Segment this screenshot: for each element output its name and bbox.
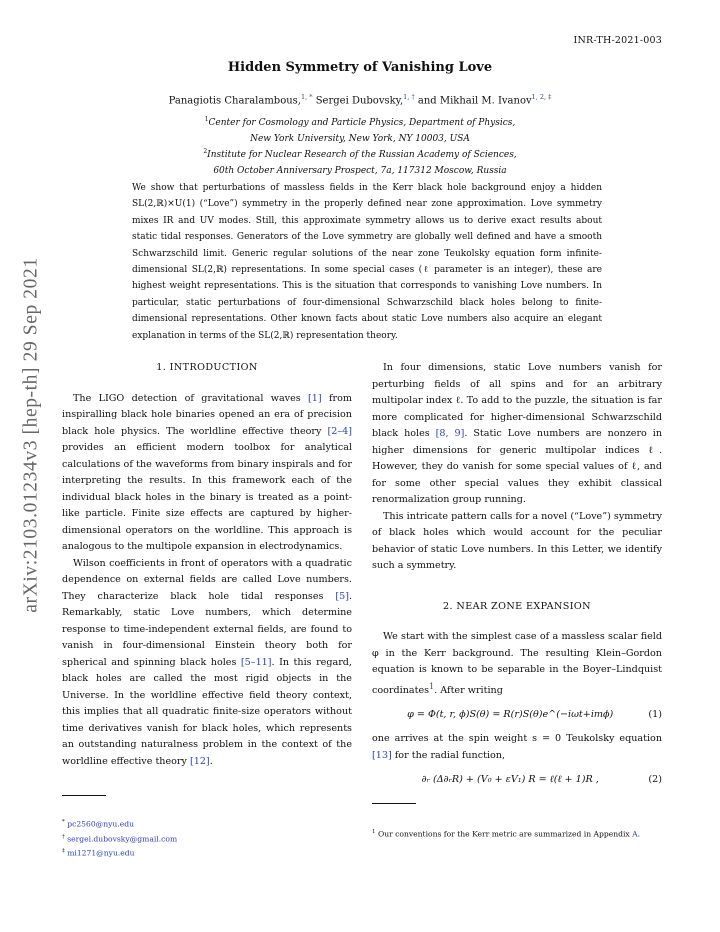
citation-link[interactable]: [5–11] <box>240 656 272 668</box>
citation-link[interactable]: [1] <box>308 392 322 404</box>
footnote-link[interactable]: 1 <box>429 681 435 691</box>
intro-paragraph-3 <box>372 360 662 509</box>
citation-link[interactable]: [13] <box>372 749 392 761</box>
footnote-text: Our conventions for the Kerr metric are summarized in Appendix <box>377 829 633 839</box>
footnote-mark: * <box>62 819 65 825</box>
affiliation-2 <box>0 144 720 179</box>
equation-2 <box>372 770 662 790</box>
text-run: The LIGO detection of gravitational waves <box>73 392 309 404</box>
intro-paragraph-1 <box>62 391 352 556</box>
abstract: We show that perturbations of massless fields in the Kerr black hole background enjoy a hidden SL(2,ℝ)×U(1) (“Love”) symmetry in the properly defined near zone approximation. Love symmetry mixes IR and UV modes. Still, this approximate symmetry allows us to derive exact results about static tidal responses. Generators of the Love symmetry are globally well defined and have a smooth Schwarzschild limit. Generic regular solutions of the near zone Teukolsky equation form infinite-dimensional SL(2,ℝ) representations. In some special cases (ℓ parameter is an integer), these are highest weight representations. This is the situation that corresponds to vanishing Love numbers. In particular, static perturbations of four-dimensional Schwarzschild black holes belong to finite-dimensional representations. Other known facts about static Love numbers also acquire an elegant explanation in terms of the SL(2,ℝ) representation theory. <box>132 183 602 341</box>
affiliation-mark: 2 <box>203 148 208 155</box>
author-name: Sergei Dubovsky, <box>315 95 404 107</box>
citation-link[interactable]: [12] <box>189 755 210 767</box>
conventions-footnote <box>372 826 662 841</box>
author-mark[interactable]: 1, * <box>300 93 313 101</box>
intro-paragraph-2 <box>62 556 352 771</box>
arxiv-stamp-text: arXiv:2103.01234v3 [hep-th] 29 Sep 2021 <box>21 257 42 613</box>
email-link[interactable]: sergei.dubovsky@gmail.com <box>67 834 178 844</box>
author-mark[interactable]: 1, 2, ‡ <box>531 93 552 101</box>
footnote-text: . <box>637 829 640 839</box>
left-column <box>62 360 352 770</box>
paper-title: Hidden Symmetry of Vanishing Love <box>227 60 493 75</box>
text-run: . Remarkably, static Love numbers, which determine response to time-independent external fields, are found to vanish in four-dimensional Einstein theory both for spherical and spinning black holes <box>62 590 352 668</box>
affiliation-1 <box>0 112 720 147</box>
text-run: one arrives at the spin weight s = 0 Teukolsky equation <box>372 733 662 745</box>
intro-paragraph-4: This intricate pattern calls for a novel (“Love”) symmetry of black holes which would account for the peculiar behavior of static Love numbers. In this Letter, we identify such a symmetry. <box>372 510 662 571</box>
appendix-link[interactable]: A <box>632 829 638 839</box>
author-name: Panagiotis Charalambous, <box>168 95 301 107</box>
section-heading-introduction: 1. INTRODUCTION <box>156 362 258 373</box>
footnote-mark: ‡ <box>62 848 65 855</box>
text-run: . After writing <box>434 684 503 696</box>
affiliation-line: New York University, New York, NY 10003, USA <box>250 134 470 144</box>
citation-link[interactable]: [5] <box>335 590 349 602</box>
right-column <box>372 360 662 796</box>
text-run: provides an efficient modern toolbox for analytical calculations of the waveforms from binary inspirals and for interpreting the results. In this framework each of the individual black holes in the binary is treated as a point-like particle. Finite size effects are captured by higher-dimensional operators on the worldline. This approach is analogous to the multipole expansion in electrodynamics. <box>62 442 352 552</box>
section-heading-near-zone: 2. NEAR ZONE EXPANSION <box>443 600 591 612</box>
near-zone-paragraph-2 <box>372 731 662 764</box>
affiliation-line: 60th October Anniversary Prospect, 7a, 117312 Moscow, Russia <box>213 166 507 176</box>
report-number: INR-TH-2021-003 <box>573 35 662 46</box>
text-run: . In this regard, black holes are called the most rigid objects in the Universe. In the worldline effective field theory context, this implies that all quadratic finite-size operators without time derivatives vanish for black holes, which represents an outstanding naturalness problem in the context of the worldline effective theory <box>62 656 352 767</box>
footnote-mark: 1 <box>372 829 376 835</box>
author-mark[interactable]: 1, † <box>403 93 415 101</box>
equation-number: (2) <box>648 773 662 785</box>
affiliation-line: Institute for Nuclear Research of the Russian Academy of Sciences, <box>207 150 517 160</box>
text-run: Wilson coefficients in front of operators with a quadratic dependence on external fields are called Love numbers. They characterize black hole tidal responses <box>62 557 352 602</box>
footnote-rule <box>372 803 416 804</box>
text-run: . <box>209 755 213 767</box>
text-run: We start with the simplest case of a massless scalar field φ in the Kerr background. The resulting Klein–Gordon equation is known to be separable in the Boyer–Lindquist coordinates <box>372 631 662 696</box>
text-run: . Static Love numbers are nonzero in higher dimensions for generic multipolar indices ℓ. However, they do vanish for some special values of ℓ, and for some other special values they exhibit classical renormalization group running. <box>372 428 663 505</box>
footnote-rule <box>62 795 106 796</box>
near-zone-paragraph-1 <box>372 629 662 699</box>
text-run: for the radial function, <box>391 749 506 761</box>
text-run: from inspiralling black hole binaries opened an era of precision black hole physics. The worldline effective theory <box>62 392 352 437</box>
arxiv-stamp <box>20 230 44 640</box>
affiliation-line: Center for Cosmology and Particle Physics, Department of Physics, <box>208 118 516 128</box>
equation-body: ∂ᵣ (Δ∂ᵣR) + (V₀ + εV₁) R = ℓ(ℓ + 1)R , <box>421 773 599 785</box>
author-list <box>0 93 720 106</box>
citation-link[interactable]: [2–4] <box>327 425 352 437</box>
author-name: and Mikhail M. Ivanov <box>417 95 532 107</box>
equation-number: (1) <box>648 708 662 720</box>
equation-body: φ = Φ(t, r, ϕ)S(θ) = R(r)S(θ)e^(−iωt+imϕ) <box>407 708 614 720</box>
email-link[interactable]: mi1271@nyu.edu <box>67 848 135 858</box>
text-run: In four dimensions, static Love numbers vanish for perturbing fields of all spins and for an arbitrary multipolar index ℓ. To add to the puzzle, the situation is far more complicated for higher-dimensional Schwarzschild black holes <box>372 362 662 439</box>
email-link[interactable]: pc2560@nyu.edu <box>67 819 134 829</box>
author-footnotes <box>62 816 177 860</box>
affiliation-mark: 1 <box>204 116 209 123</box>
footnote-mark: † <box>62 833 65 840</box>
citation-link[interactable]: [8, 9] <box>435 428 465 439</box>
equation-1 <box>372 705 662 725</box>
